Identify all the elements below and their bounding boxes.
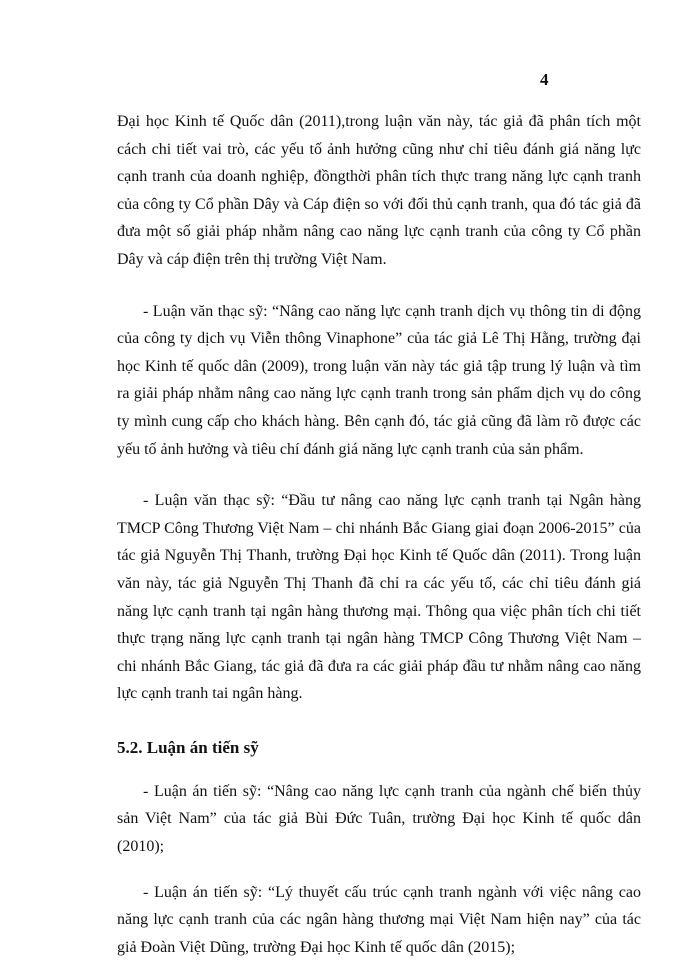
paragraph-thesis-vietinbank: - Luận văn thạc sỹ: “Đầu tư nâng cao năng lực cạnh tranh tại Ngân hàng TMCP Công Thương Việt Nam – chi nhánh Bắc Giang giai đoạn 2006-2015” của tác giả Nguyễn Thị Thanh, trường Đại học Kinh tế Quốc dân (2011). Trong luận văn này, tác giả Nguyễn Thị Thanh đã chỉ ra các yếu tố, các chỉ tiêu đánh giá năng lực cạnh tranh tại ngân hàng thương mại. Thông qua việc phân tích chi tiết thực trạng năng lực cạnh tranh tại ngân hàng TMCP Công Thương Việt Nam – chi nhánh Bắc Giang, tác giả đã đưa ra các giải pháp đầu tư nhằm nâng cao năng lực cạnh tranh tai ngân hàng. <box>117 492 641 703</box>
document-body <box>117 108 641 979</box>
paragraph-thesis-vinaphone: - Luận văn thạc sỹ: “Nâng cao năng lực cạnh tranh dịch vụ thông tin di động của công ty dịch vụ Viễn thông Vinaphone” của tác giả Lê Thị Hằng, trường đại học Kinh tế quốc dân (2009), trong luận văn này tác giả tập trung lý luận và tìm ra giải pháp nhằm nâng cao năng lực cạnh tranh trong sản phẩm dịch vụ do công ty mình cung cấp cho khách hàng. Bên cạnh đó, tác giả cũng đã làm rõ được các yếu tố ảnh hưởng và tiêu chí đánh giá năng lực cạnh tranh của sản phẩm. <box>117 302 641 458</box>
section-heading: 5.2. Luận án tiến sỹ <box>117 737 259 757</box>
list-item-dissertation-seafood: - Luận án tiến sỹ: “Nâng cao năng lực cạnh tranh của ngành chế biến thủy sản Việt Nam” của tác giả Bùi Đức Tuân, trường Đại học Kinh tế quốc dân (2010); <box>117 782 641 856</box>
page-number: 4 <box>540 70 549 89</box>
list-item-dissertation-banks: - Luận án tiến sỹ: “Lý thuyết cấu trúc cạnh tranh ngành với việc nâng cao năng lực cạnh tranh của các ngân hàng thương mại Việt Nam hiện nay” của tác giả Đoàn Việt Dũng, trường Đại học Kinh tế quốc dân (2015); <box>117 883 641 956</box>
paragraph-continuation: Đại học Kinh tế Quốc dân (2011),trong luận văn này, tác giả đã phân tích một cách chi tiết vai trò, các yếu tố ảnh hưởng cũng như chỉ tiêu đánh giá năng lực cạnh tranh của doanh nghiệp, đồngthời phân tích thực trang năng lực cạnh tranh của công ty Cổ phần Dây và Cáp điện so với đối thủ cạnh tranh, qua đó tác giả đã đưa một số giải pháp nhằm nâng cao năng lực cạnh tranh của công ty Cổ phần Dây và cáp điện trên thị trường Việt Nam. <box>117 113 641 268</box>
